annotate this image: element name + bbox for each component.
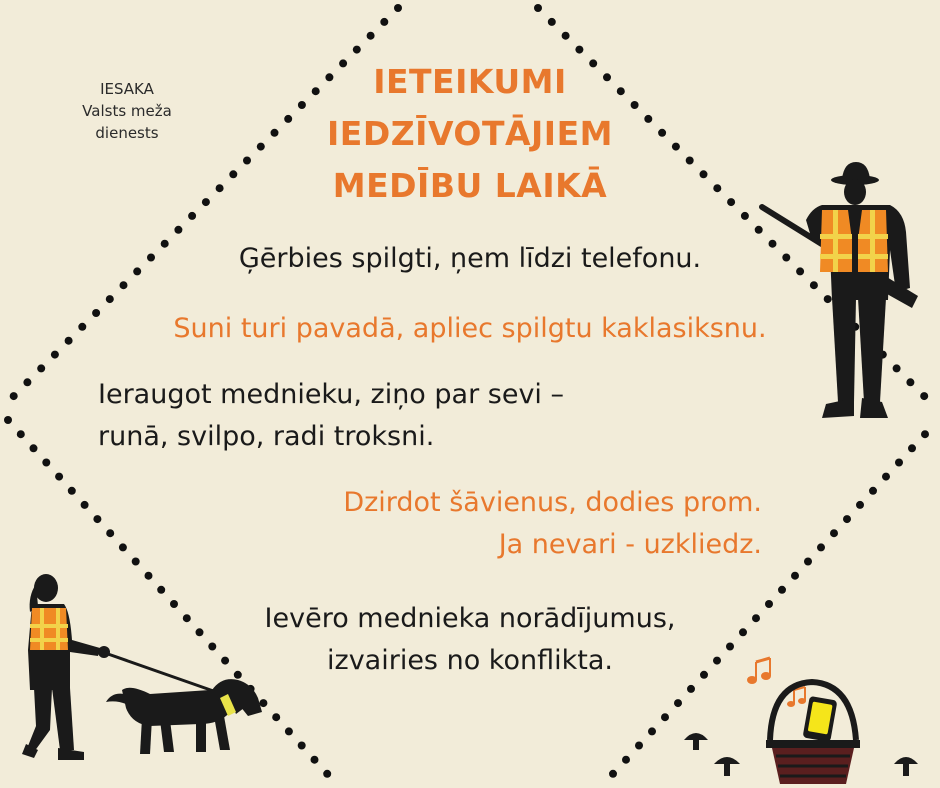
border-dot: [755, 226, 763, 234]
border-dot: [394, 4, 402, 12]
border-dot: [817, 543, 825, 551]
border-dot: [575, 46, 583, 54]
border-dot: [353, 46, 361, 54]
page-title: [270, 56, 670, 212]
basket-illustration: [766, 682, 860, 784]
border-dot: [106, 295, 114, 303]
border-dot: [106, 529, 114, 537]
border-dot: [778, 586, 786, 594]
border-dot: [920, 392, 928, 400]
border-dot: [259, 699, 267, 707]
border-dot: [17, 430, 25, 438]
tip-shots-line-1: Dzirdot šāvienus, dodies prom.: [343, 487, 762, 518]
title-line-2: IEDZĪVOTĀJIEM: [327, 114, 613, 153]
border-dot: [55, 473, 63, 481]
tip-announce-yourself: [98, 374, 564, 458]
border-dot: [622, 756, 630, 764]
border-dot: [609, 770, 617, 778]
border-dot: [674, 699, 682, 707]
border-dot: [93, 515, 101, 523]
border-dot: [145, 572, 153, 580]
border-dot: [23, 378, 31, 386]
tip-clothing-phone: Ģērbies spilgti, ņem līdzi telefonu.: [238, 243, 702, 274]
border-dot: [37, 364, 45, 372]
border-dot: [68, 487, 76, 495]
border-dot: [700, 170, 708, 178]
credit-line-1: IESAKA: [100, 80, 154, 98]
border-dot: [824, 295, 832, 303]
border-dot: [157, 586, 165, 594]
credit-line-3: dienests: [95, 124, 159, 142]
tip-shots-leave: [343, 482, 762, 566]
border-dot: [174, 226, 182, 234]
border-dot: [895, 459, 903, 467]
border-dot: [42, 459, 50, 467]
border-dot: [713, 184, 721, 192]
border-dot: [285, 727, 293, 735]
border-dot: [908, 444, 916, 452]
border-dot: [4, 416, 12, 424]
border-dot: [367, 32, 375, 40]
border-dot: [869, 487, 877, 495]
border-dot: [119, 543, 127, 551]
border-dot: [216, 184, 224, 192]
border-dot: [810, 281, 818, 289]
border-dot: [791, 572, 799, 580]
border-dot: [257, 143, 265, 151]
border-dot: [51, 351, 59, 359]
border-dot: [81, 501, 89, 509]
border-dot: [272, 713, 280, 721]
tip-follow-line-1: Ievēro mednieka norādījumus,: [264, 603, 676, 634]
border-dot: [534, 4, 542, 12]
border-dot: [635, 742, 643, 750]
credit-block: [62, 78, 192, 144]
border-dot: [843, 515, 851, 523]
tip-follow-line-2: izvairies no konflikta.: [327, 645, 613, 676]
border-dot: [380, 18, 388, 26]
border-dot: [686, 157, 694, 165]
border-dot: [243, 157, 251, 165]
border-dot: [661, 713, 669, 721]
border-dot: [10, 392, 18, 400]
dog-illustration: [106, 679, 262, 754]
border-dot: [120, 281, 128, 289]
border-dot: [548, 18, 556, 26]
title-line-3: MEDĪBU LAIKĀ: [332, 166, 608, 205]
tip-dog-leash: Suni turi pavadā, apliec spilgtu kaklasiksnu.: [173, 313, 767, 344]
border-dot: [298, 742, 306, 750]
border-dot: [648, 727, 656, 735]
border-dot: [687, 685, 695, 693]
border-dot: [727, 198, 735, 206]
border-dot: [132, 558, 140, 566]
border-dot: [830, 529, 838, 537]
tip-announce-line-1: Ieraugot mednieku, ziņo par sevi –: [98, 379, 565, 410]
border-dot: [562, 32, 570, 40]
border-dot: [229, 170, 237, 178]
border-dot: [882, 473, 890, 481]
phone-icon: [803, 696, 838, 742]
border-dot: [893, 364, 901, 372]
credit-line-2: Valsts meža: [82, 102, 172, 120]
border-dot: [311, 756, 319, 764]
tip-follow-instructions: [0, 598, 940, 682]
border-dot: [741, 212, 749, 220]
hunter-illustration: [762, 162, 918, 418]
border-dot: [188, 212, 196, 220]
border-dot: [856, 501, 864, 509]
tip-announce-line-2: runā, svilpo, radi troksni.: [98, 421, 435, 452]
tip-shots-line-2: Ja nevari - uzkliedz.: [498, 529, 762, 560]
border-dot: [323, 770, 331, 778]
border-dot: [30, 444, 38, 452]
border-dot: [921, 430, 929, 438]
border-dot: [672, 143, 680, 151]
border-dot: [906, 378, 914, 386]
border-dot: [202, 198, 210, 206]
title-line-1: IETEIKUMI: [373, 62, 567, 101]
border-dot: [804, 558, 812, 566]
